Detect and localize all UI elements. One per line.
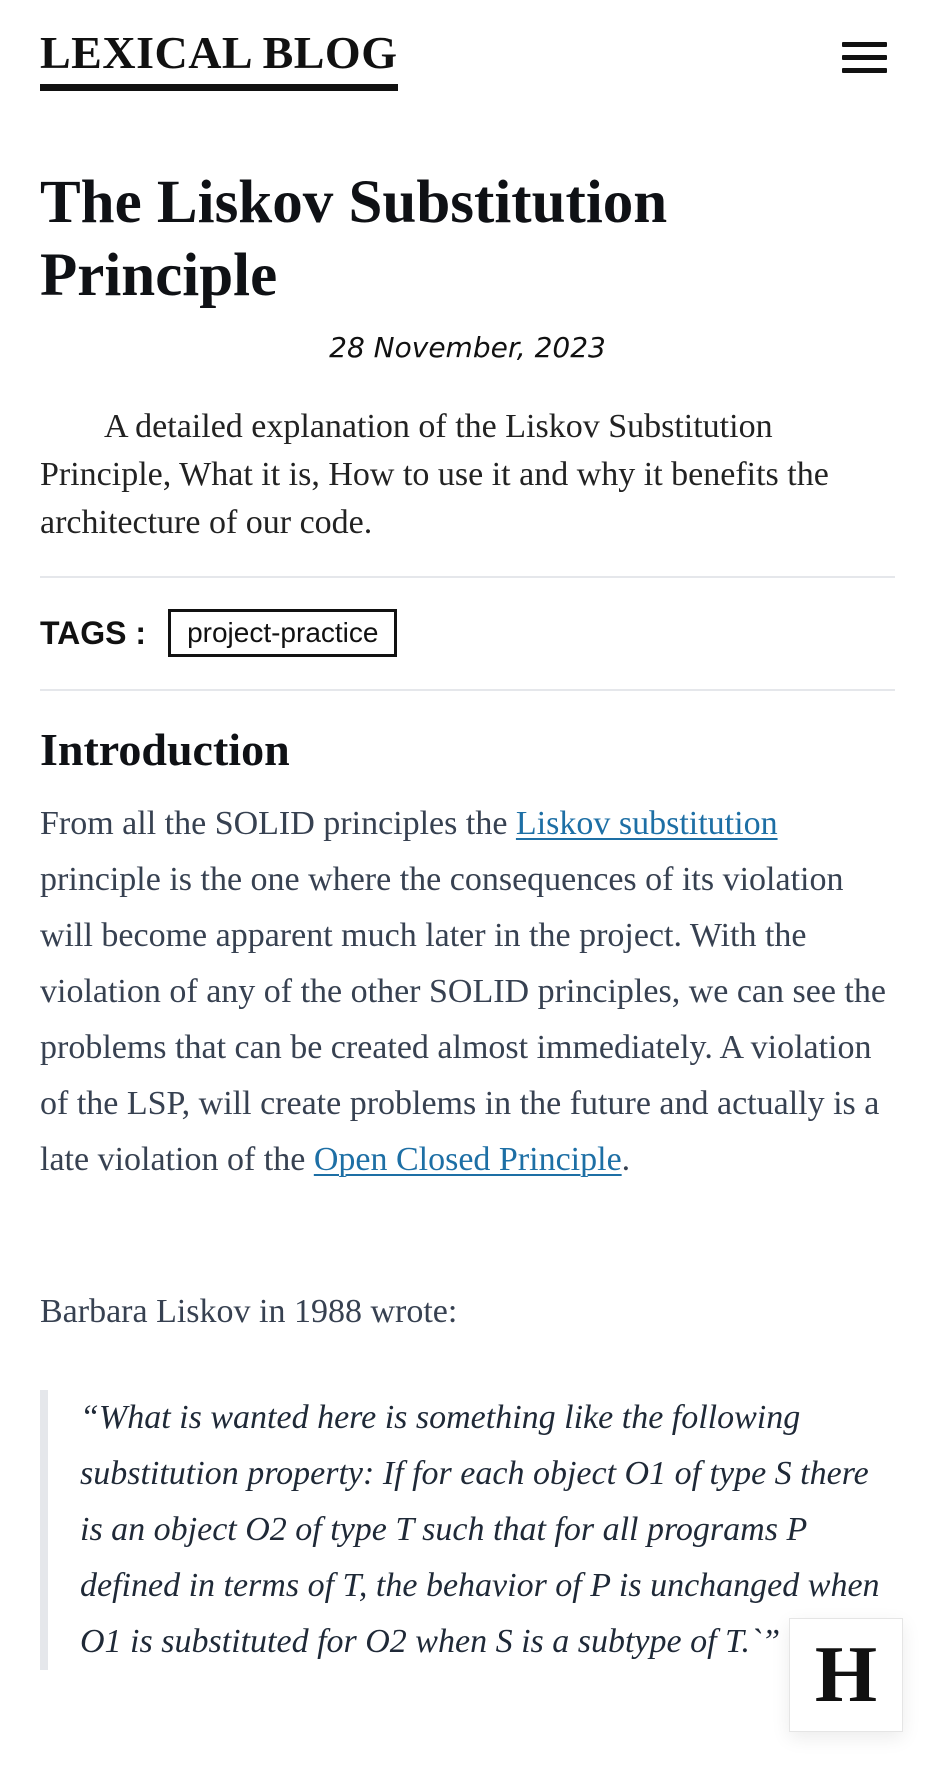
open-closed-principle-link[interactable]: Open Closed Principle [313, 1141, 622, 1178]
barbara-paragraph: Barbara Liskov in 1988 wrote: [40, 1293, 458, 1330]
page [40, 0, 895, 1660]
post-date: 28 November, 2023 [329, 331, 606, 364]
menu-button[interactable] [840, 40, 890, 80]
divider [40, 576, 895, 578]
intro-text-part1: From all the SOLID principles the [40, 805, 516, 842]
divider [40, 689, 895, 691]
tags-row [40, 608, 397, 658]
quote-text: “What is wanted here is something like the following substitution property: If for each object O1 of type S there is an object O2 of type T such that for all programs P defined in terms of T, the behavior of P is unchanged when O1 is substituted for O2 when S is a subtype of T.`” [80, 1399, 880, 1660]
site-logo[interactable]: LEXICAL BLOG [40, 22, 398, 91]
liskov-substitution-link[interactable]: Liskov substitution [515, 805, 778, 842]
intro-paragraph [40, 796, 895, 1188]
intro-text-part2: principle is the one where the consequences of its violation will become apparent much later in the project. With the violation of any of the other SOLID principles, we can see the problems that can be created almost immediately. A violation of the LSP, will create problems in the future and actually is a late violation of the [40, 861, 886, 1178]
site-header [40, 0, 895, 100]
liskov-quote [40, 1390, 895, 1670]
intro-text-part3: . [621, 1141, 631, 1178]
floating-h-button[interactable]: H [789, 1618, 903, 1732]
post-summary: A detailed explanation of the Liskov Substitution Principle, What it is, How to use it and why it benefits the architecture of our code. [40, 408, 829, 541]
section-heading-introduction: Introduction [40, 724, 290, 775]
tags-label: TAGS : [40, 614, 147, 651]
tag-project-practice[interactable]: project-practice [168, 609, 397, 657]
post-title: The Liskov Substitution Principle [40, 169, 668, 309]
